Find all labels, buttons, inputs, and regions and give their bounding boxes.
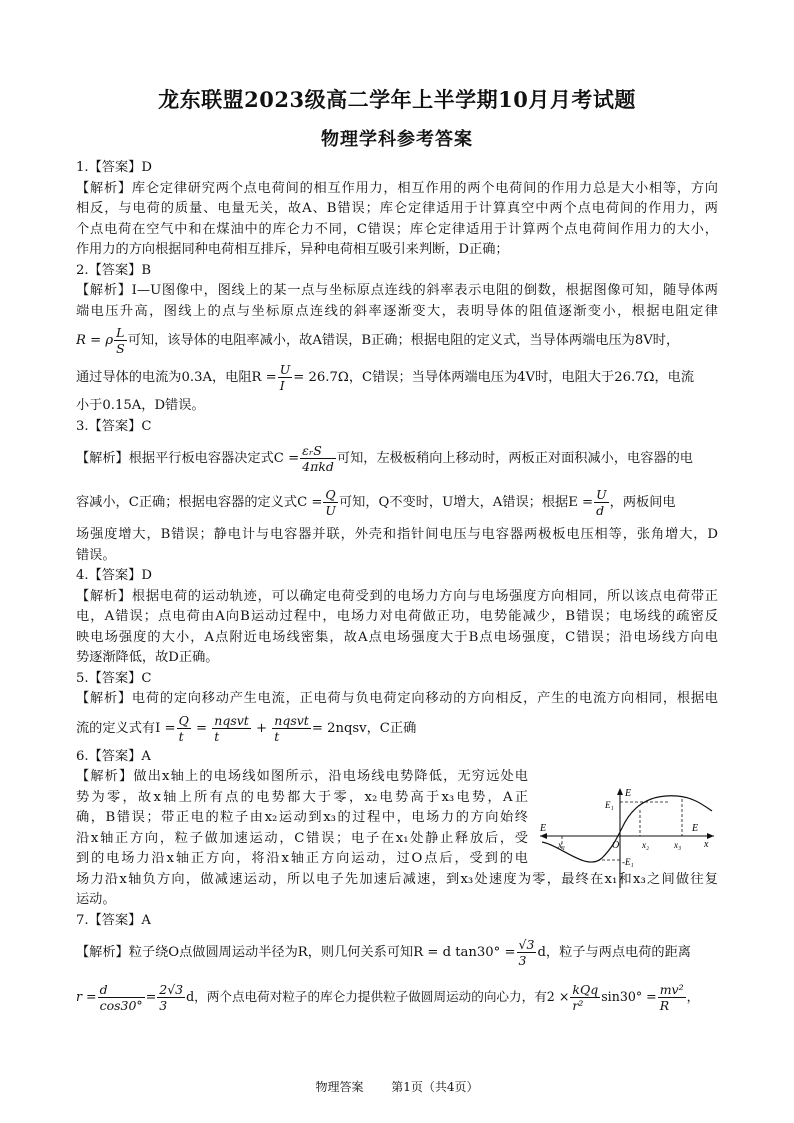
q3-answer: 3.【答案】C xyxy=(76,418,152,434)
x2-label: x₂ xyxy=(642,840,650,850)
q4-line: 映电场强度的大小，A点附近电场线密集，故A点电场强度大于B点电场强度，C错误；沿电场线方向电 xyxy=(76,629,718,645)
q3-formula-line xyxy=(76,481,718,525)
q5-formula-line: 流的定义式有I = $\frac{Q}{t}$ = nqsvt t + nqsvt t = 2nqsv，C正确 xyxy=(76,712,417,744)
q5-line: 【解析】电荷的定向移动产生电流，正电荷与负电荷定向移动的方向相反，产生的电流方向相同，根据电 xyxy=(76,691,718,706)
formula-text: ，两板间电 xyxy=(609,495,676,510)
fraction: nqsvt t xyxy=(214,712,249,744)
q2-line: 端电压升高，图线上的点与坐标原点连线的斜率逐渐变大，表明导体的阻值逐渐变小，根据电阻定律 xyxy=(76,303,718,319)
page-footer xyxy=(0,1078,794,1095)
q7-formula-line xyxy=(76,931,718,975)
formula-text: 可知，左极板稍向上移动时，两板正对面积减小，电容器的电 xyxy=(336,451,693,466)
formula-text: 可知，Q不变时，U增大，A错误；根据E = xyxy=(338,495,594,510)
e1-label: E₁ xyxy=(605,800,614,810)
q6-line: 【解析】做出x轴上的电场线如图所示，沿电场线电势降低，无穷远处电 xyxy=(76,769,528,784)
fraction: $\frac{Q}{t}$ xyxy=(178,712,189,744)
x3-label: x₃ xyxy=(674,840,682,850)
formula-text: r = xyxy=(76,989,97,1004)
q1-answer: 1.【答案】D xyxy=(76,160,152,175)
footer-name: 物理答案 xyxy=(315,1080,364,1094)
formula-text: sin30° = xyxy=(601,989,657,1004)
q2-line: 小于0.15A，D错误。 xyxy=(76,398,205,413)
fraction: $\frac{2√3}{3}$ xyxy=(159,982,184,1013)
formula-text: = xyxy=(145,989,157,1004)
q6-line: 势为零，故x轴上所有点的电势都大于零，x₂电势高于x₃电势，A正 xyxy=(76,789,528,805)
formula-text: 【解析】根据平行板电容器决定式C = xyxy=(76,451,300,466)
q3-line: 场强度增大，B错误；静电计与电容器并联，外壳和指针间电压与电容器两极板电压相等，张角增大，D xyxy=(76,527,718,542)
e-right-label: E xyxy=(692,823,699,834)
fraction: $\frac{\text{mv²}}{R}$ xyxy=(659,982,684,1013)
fraction: $\frac{Q}{U}$ xyxy=(325,487,336,518)
formula-text: = 26.7Ω，C错误；当导体两端电压为4V时，电阻大于26.7Ω，电流 xyxy=(293,370,695,385)
neg-e1-label: -E₁ xyxy=(622,857,634,867)
q1-line: 【解析】库仑定律研究两个点电荷间的相互作用力，相互作用的两个电荷间的作用力总是大小相等，方向 xyxy=(76,180,718,196)
q6-answer: 6.【答案】A xyxy=(76,748,151,764)
fraction: $\frac{√3}{3}$ xyxy=(518,937,535,968)
q7-answer: 7.【答案】A xyxy=(76,912,151,928)
e-axis-arrow xyxy=(617,788,623,795)
fraction: $\frac{U}{I}$ xyxy=(279,362,291,393)
formula-text: 通过导体的电流为0.3A，电阻R = xyxy=(76,370,277,385)
q4-answer: 4.【答案】D xyxy=(76,568,152,583)
q2-formula-line xyxy=(76,359,718,396)
fraction: $\frac{d}{\cos 30^\circ}$ xyxy=(99,982,143,1013)
formula-text: 可知，该导体的电阻率减小，故A错误，B正确；根据电阻的定义式，当导体两端电压为8V时， xyxy=(127,333,680,348)
page-title: 龙东联盟2023级高二学年上半学期10月月考试题 xyxy=(158,87,636,112)
footer-page: 第1页（共4页） xyxy=(391,1080,479,1094)
fraction: εᵣS 4πkd xyxy=(302,443,334,474)
e-axis-label: E xyxy=(625,788,632,799)
formula-text: R = ρ xyxy=(76,333,114,348)
e-left-label: E xyxy=(540,823,547,834)
formula-text: 【解析】粒子绕O点做圆周运动半径为R，则几何关系可知R = d tan30° = xyxy=(76,945,516,960)
fraction: kQq r² xyxy=(572,982,599,1013)
x1-label: x₁ xyxy=(558,840,566,850)
q1-line: 相反，与电荷的质量、电量无关，故A、B错误；库仑定律适用于计算真空中两个点电荷间的作用力，两 xyxy=(76,201,718,216)
fraction: $\frac{U}{d}$ xyxy=(596,487,607,518)
q2-line: 【解析】I—U图像中，图线上的某一点与坐标原点连线的斜率表示电阻的倒数，根据图像可知，随导体两 xyxy=(76,283,718,298)
q7-formula-line xyxy=(76,975,718,1019)
q2-answer: 2.【答案】B xyxy=(76,262,152,278)
formula-text: ， xyxy=(686,989,700,1004)
fraction: nqsvt t xyxy=(274,712,309,744)
origin-label: O xyxy=(612,840,620,851)
q6-line: 场力沿x轴负方向，做减速运动，所以电子先加速后减速，到x₃处速度为零，最终在x₁和x₃之间做往复 xyxy=(76,871,718,887)
formula-text: 流的定义式有I = xyxy=(76,720,176,736)
fraction: $\frac{L}{S}$ xyxy=(116,325,125,356)
q6-line: 沿x轴正方向，粒子做加速运动，C错误；电子在x₁处静止释放后，受 xyxy=(76,830,528,846)
q3-formula-line xyxy=(76,437,718,481)
q1-line: 作用力的方向根据同种电荷相互排斥，异种电荷相互吸引来判断，D正确； xyxy=(76,242,509,257)
q6-line: 确，B错误；带正电的粒子由x₂运动到x₃的过程中，电场力的方向始终 xyxy=(76,810,528,825)
q6-line: 到的电场力沿x轴正方向，将沿x轴正方向运动，过O点后，受到的电 xyxy=(76,851,528,866)
formula-text: 容减小，C正确；根据电容器的定义式C = xyxy=(76,495,323,510)
q1-line: 个点电荷在空气中和在煤油中的库仑力不同，C错误；库仑定律适用于计算两个点电荷间作用力的大小， xyxy=(76,221,718,237)
q4-line: 电，A错误；点电荷由A向B运动过程中，电场力对电荷做正功，电势能减少，B错误；电场线的疏密反 xyxy=(76,609,718,624)
x-axis-label: x xyxy=(704,839,709,850)
q4-line: 势逐渐降低，故D正确。 xyxy=(76,650,219,665)
q4-line: 【解析】根据电荷的运动轨迹，可以确定电荷受到的电场力方向与电场强度方向相同，所以该点电荷带正 xyxy=(76,588,718,604)
formula-text: d，粒子与两点电荷的距离 xyxy=(537,945,691,960)
electric-field-graph xyxy=(532,784,722,894)
field-curve xyxy=(542,796,712,862)
formula-text: d，两个点电荷对粒子的库仑力提供粒子做圆周运动的向心力，有2 × xyxy=(186,989,570,1004)
formula-text: = 2nqsv，C正确 xyxy=(311,720,417,736)
q2-formula-line xyxy=(76,322,718,359)
q5-answer: 5.【答案】C xyxy=(76,670,152,686)
q3-line: 错误。 xyxy=(76,547,116,563)
page-subtitle: 物理学科参考答案 xyxy=(321,129,473,150)
q6-line: 运动。 xyxy=(76,892,116,907)
